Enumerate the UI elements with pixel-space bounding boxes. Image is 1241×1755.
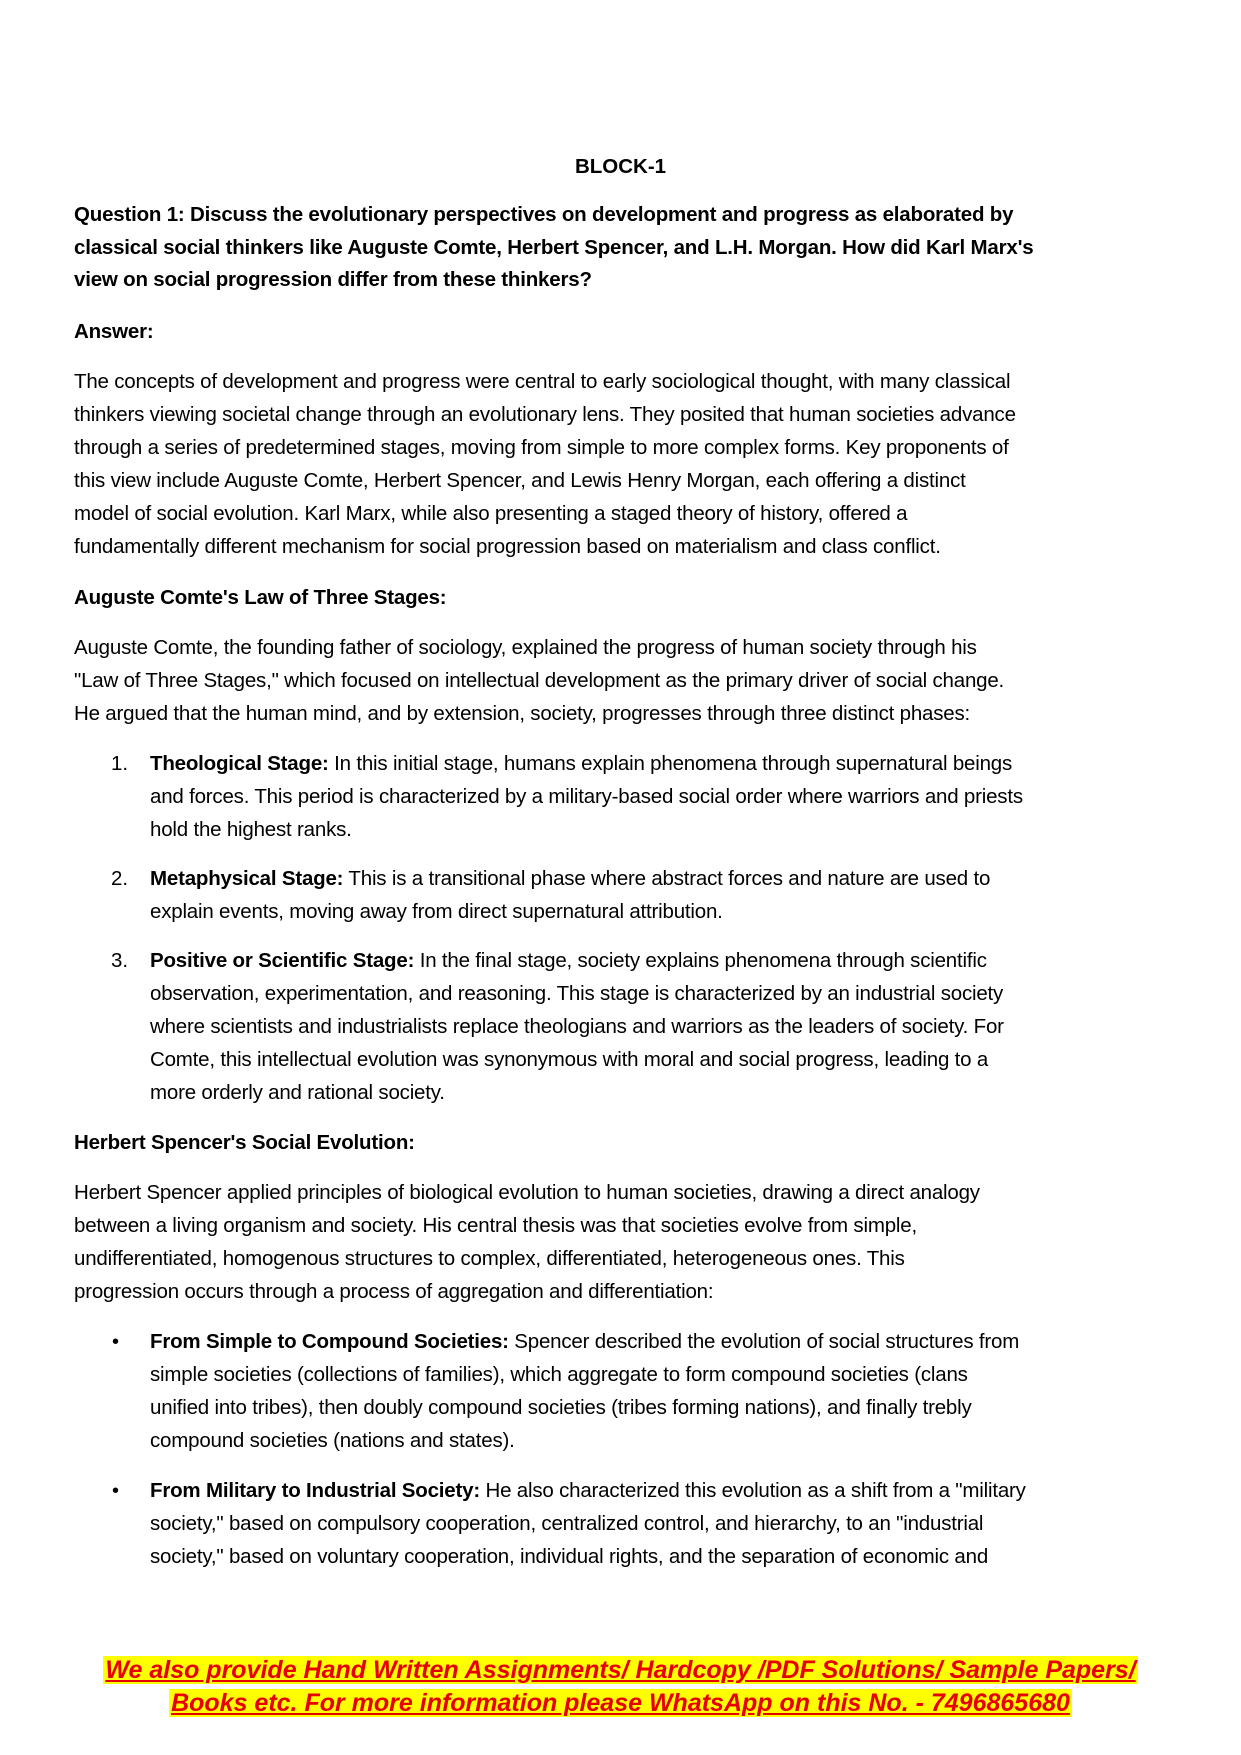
section-heading-comte: Auguste Comte's Law of Three Stages: bbox=[74, 586, 447, 609]
list-item-line: hold the highest ranks. bbox=[150, 818, 352, 841]
list-item-line: From Simple to Compound Societies: Spencer described the evolution of social structures from bbox=[150, 1330, 1020, 1353]
list-item-line: compound societies (nations and states). bbox=[150, 1429, 515, 1452]
list-item-term: Theological Stage: bbox=[150, 752, 329, 775]
text-line: this view include Auguste Comte, Herbert Spencer, and Lewis Henry Morgan, each offering a distinct bbox=[74, 469, 966, 492]
list-number: 2. bbox=[111, 867, 129, 890]
text-line: model of social evolution. Karl Marx, while also presenting a staged theory of history, offered a bbox=[74, 502, 908, 525]
list-item-line: Theological Stage: In this initial stage, humans explain phenomena through supernatural beings bbox=[150, 752, 1013, 775]
text-line: Auguste Comte, the founding father of sociology, explained the progress of human society through his bbox=[74, 636, 977, 659]
text-line: thinkers viewing societal change through an evolutionary lens. They posited that human societies advance bbox=[74, 403, 1016, 426]
bullet-icon: • bbox=[112, 1331, 120, 1353]
list-item-line: Metaphysical Stage: This is a transitional phase where abstract forces and nature are used to bbox=[150, 867, 991, 890]
list-item-line: explain events, moving away from direct supernatural attribution. bbox=[150, 900, 723, 923]
promo-footer-line-1: We also provide Hand Written Assignments/ Hardcopy /PDF Solutions/ Sample Papers/ bbox=[105, 1656, 1136, 1684]
list-item-line: society," based on compulsory cooperation, centralized control, and hierarchy, to an "industrial bbox=[150, 1512, 984, 1535]
text-line: The concepts of development and progress were central to early sociological thought, with many classical bbox=[74, 370, 1011, 393]
question-line: classical social thinkers like Auguste Comte, Herbert Spencer, and L.H. Morgan. How did Karl Marx's bbox=[74, 236, 1034, 259]
list-item-line: and forces. This period is characterized by a military-based social order where warriors and priests bbox=[150, 785, 1023, 808]
list-item-term: Positive or Scientific Stage: bbox=[150, 949, 415, 972]
list-item-line: simple societies (collections of families), which aggregate to form compound societies (clans bbox=[150, 1363, 968, 1386]
list-item-line: unified into tribes), then doubly compound societies (tribes forming nations), and finally trebly bbox=[150, 1396, 972, 1419]
block-title: BLOCK-1 bbox=[574, 155, 667, 178]
text-line: between a living organism and society. His central thesis was that societies evolve from simple, bbox=[74, 1214, 917, 1237]
promo-footer-line-2: Books etc. For more information please WhatsApp on this No. - 7496865680 bbox=[171, 1689, 1070, 1717]
text-line: through a series of predetermined stages, moving from simple to more complex forms. Key proponents of bbox=[74, 436, 1009, 459]
question-line: Question 1: Discuss the evolutionary perspectives on development and progress as elaborated by bbox=[74, 203, 1014, 226]
list-item-line: where scientists and industrialists replace theologians and warriors as the leaders of society. For bbox=[150, 1015, 1004, 1038]
list-number: 3. bbox=[111, 949, 129, 972]
answer-label: Answer: bbox=[74, 320, 154, 343]
text-line: "Law of Three Stages," which focused on intellectual development as the primary driver of social change. bbox=[74, 669, 1005, 692]
text-line: Herbert Spencer applied principles of biological evolution to human societies, drawing a direct analogy bbox=[74, 1181, 980, 1204]
list-item-line: observation, experimentation, and reasoning. This stage is characterized by an industrial society bbox=[150, 982, 1004, 1005]
list-item-line: From Military to Industrial Society: He also characterized this evolution as a shift from a "military bbox=[150, 1479, 1026, 1502]
list-item-line: Positive or Scientific Stage: In the final stage, society explains phenomena through scientific bbox=[150, 949, 987, 972]
text-line: progression occurs through a process of aggregation and differentiation: bbox=[74, 1280, 714, 1303]
list-item-term: From Military to Industrial Society: bbox=[150, 1479, 480, 1502]
question-line: view on social progression differ from these thinkers? bbox=[74, 268, 592, 291]
list-item-line: more orderly and rational society. bbox=[150, 1081, 445, 1104]
list-number: 1. bbox=[111, 752, 129, 775]
text-line: fundamentally different mechanism for social progression based on materialism and class conflict. bbox=[74, 535, 941, 558]
text-line: undifferentiated, homogenous structures to complex, differentiated, heterogeneous ones. This bbox=[74, 1247, 905, 1270]
section-heading-spencer: Herbert Spencer's Social Evolution: bbox=[74, 1131, 415, 1154]
bullet-icon: • bbox=[112, 1480, 120, 1502]
text-line: He argued that the human mind, and by extension, society, progresses through three distinct phases: bbox=[74, 702, 971, 725]
list-item-line: Comte, this intellectual evolution was synonymous with moral and social progress, leading to a bbox=[150, 1048, 989, 1071]
list-item-line: society," based on voluntary cooperation, individual rights, and the separation of economic and bbox=[150, 1545, 989, 1568]
list-item-term: From Simple to Compound Societies: bbox=[150, 1330, 509, 1353]
list-item-term: Metaphysical Stage: bbox=[150, 867, 344, 890]
